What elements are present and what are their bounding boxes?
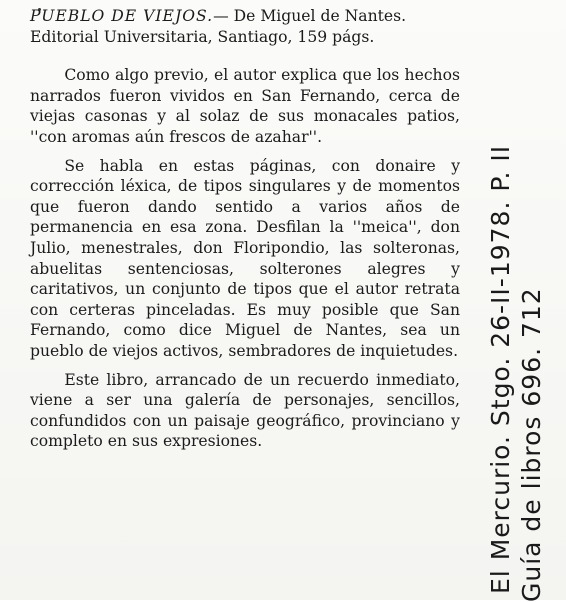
book-reference: — De Miguel de Nantes. Editorial Universitaria, Santiago, 159 págs. bbox=[30, 7, 407, 46]
article-header bbox=[30, 6, 460, 47]
article-paragraph-2: Se habla en estas páginas, con donaire y corrección léxica, de tipos singulares y de momentos que fueron dando sentido a varios años de permanencia en esa zona. Desfilan la ''meica'', don Julio, menestrales, don Floripondio, las solteronas, abuelitas sentenciosas, solterones alegres y caritativos, un conjunto de tipos que el autor retrata con certeras pinceladas. Es muy posible que San Fernando, como dice Miguel de Nantes, sea un pueblo de viejos activos, sembradores de inquietudes. bbox=[30, 156, 460, 360]
book-title: PUEBLO DE VIEJOS. bbox=[30, 7, 214, 25]
handwritten-source-note: El Mercurio. Stgo. 26-II-1978. P. II bbox=[486, 144, 515, 594]
handwritten-section-note: Guía de libros 696. 712 bbox=[517, 287, 546, 602]
article-paragraph-1: Como algo previo, el autor explica que los hechos narrados fueron vividos en San Fernando, cerca de viejas casonas y al solaz de sus monacales patios, ''con aromas aún frescos de azahar''. bbox=[30, 66, 460, 146]
article-column bbox=[30, 6, 460, 452]
article-paragraph-3: Este libro, arrancado de un recuerdo inmediato, viene a ser una galería de personajes, sencillos, confundidos con un paisaje geográfico, provinciano y completo en sus expresiones. bbox=[30, 370, 460, 451]
